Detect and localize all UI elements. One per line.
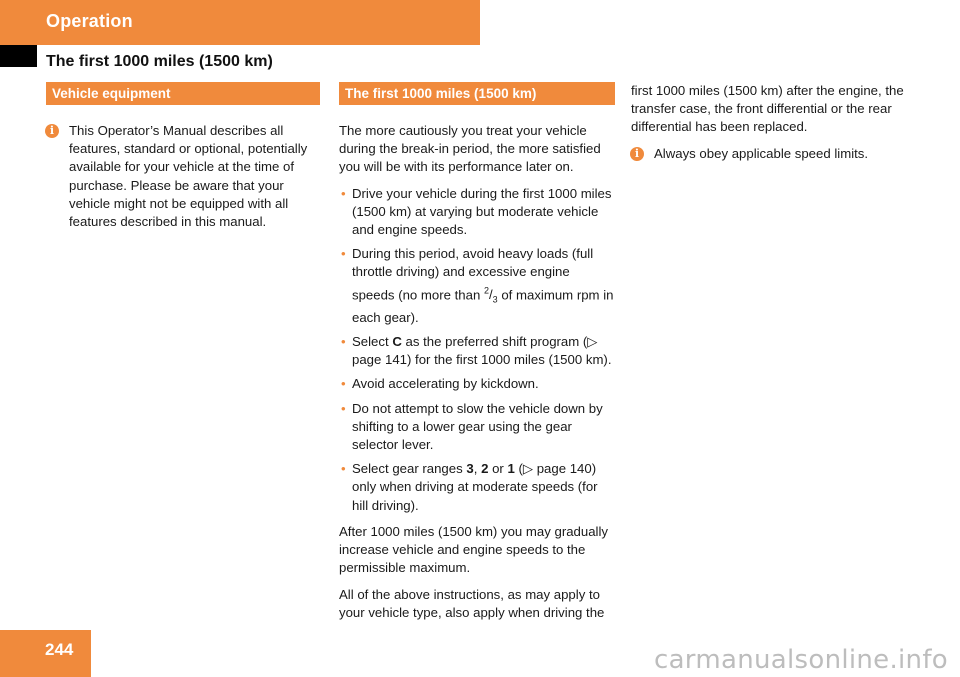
list-item: • Do not attempt to slow the vehicle down by shifting to a lower gear using the gear selector lever. bbox=[341, 400, 603, 453]
list-item: • Select gear ranges 3, 2 or 1 (▷ page 140) only when driving at moderate speeds (for hill driving). bbox=[341, 461, 598, 513]
column-1 bbox=[46, 82, 320, 231]
equipment-note bbox=[46, 122, 320, 231]
shift-program-c: C bbox=[392, 334, 402, 350]
vehicle-equipment-heading: Vehicle equipment bbox=[46, 82, 320, 105]
chapter-title: Operation bbox=[46, 11, 133, 31]
fraction-two-thirds: $^2/_3$ bbox=[483, 285, 498, 305]
list-item: • Select C as the preferred shift program (▷ page 141) for the first 1000 miles (1500 km). bbox=[341, 334, 612, 368]
bullet-icon: • bbox=[341, 334, 346, 350]
bullet-icon: • bbox=[341, 185, 346, 201]
equipment-note-text: This Operator’s Manual describes all features, standard or optional, potentially available for your vehicle at the time of purchase. Please be aware that your vehicle might not be equipped with all features described in this manual. bbox=[69, 123, 308, 230]
page-number: 244 bbox=[45, 640, 74, 659]
instructions-paragraph: All of the above instructions, as may apply to your vehicle type, also apply when driving the bbox=[339, 586, 605, 620]
section-title: The first 1000 miles (1500 km) bbox=[46, 53, 273, 70]
info-icon: i bbox=[45, 124, 59, 138]
speed-limit-note bbox=[631, 145, 913, 163]
info-icon: i bbox=[630, 147, 644, 161]
bullet-icon: • bbox=[341, 376, 346, 392]
continuation-paragraph: first 1000 miles (1500 km) after the engine, the transfer case, the front differential or the rear differential has been replaced. bbox=[631, 83, 904, 135]
after-1000-paragraph: After 1000 miles (1500 km) you may gradually increase vehicle and engine speeds to the permissible maximum. bbox=[339, 523, 608, 576]
break-in-list bbox=[339, 185, 615, 515]
column-2 bbox=[339, 82, 615, 630]
section-marker bbox=[0, 45, 37, 67]
bullet-icon: • bbox=[341, 246, 346, 262]
bullet-icon: • bbox=[341, 400, 346, 416]
first-1000-miles-heading: The first 1000 miles (1500 km) bbox=[339, 82, 615, 105]
column-3 bbox=[631, 82, 913, 163]
speed-limit-note-text: Always obey applicable speed limits. bbox=[654, 145, 869, 161]
watermark: carmanualsonline.info bbox=[653, 645, 948, 675]
list-item: • Avoid accelerating by kickdown. bbox=[339, 375, 615, 393]
list-item: • Drive your vehicle during the first 1000 miles (1500 km) at varying but moderate vehicle and engine speeds. bbox=[341, 185, 612, 238]
list-item: • During this period, avoid heavy loads (full throttle driving) and excessive engine speeds (no more than $^2/_3$ of maximum rpm in each gear). bbox=[341, 246, 614, 325]
intro-paragraph: The more cautiously you treat your vehicle during the break-in period, the more satisfied you will be with its performance later on. bbox=[339, 123, 601, 175]
bullet-icon: • bbox=[341, 461, 346, 477]
